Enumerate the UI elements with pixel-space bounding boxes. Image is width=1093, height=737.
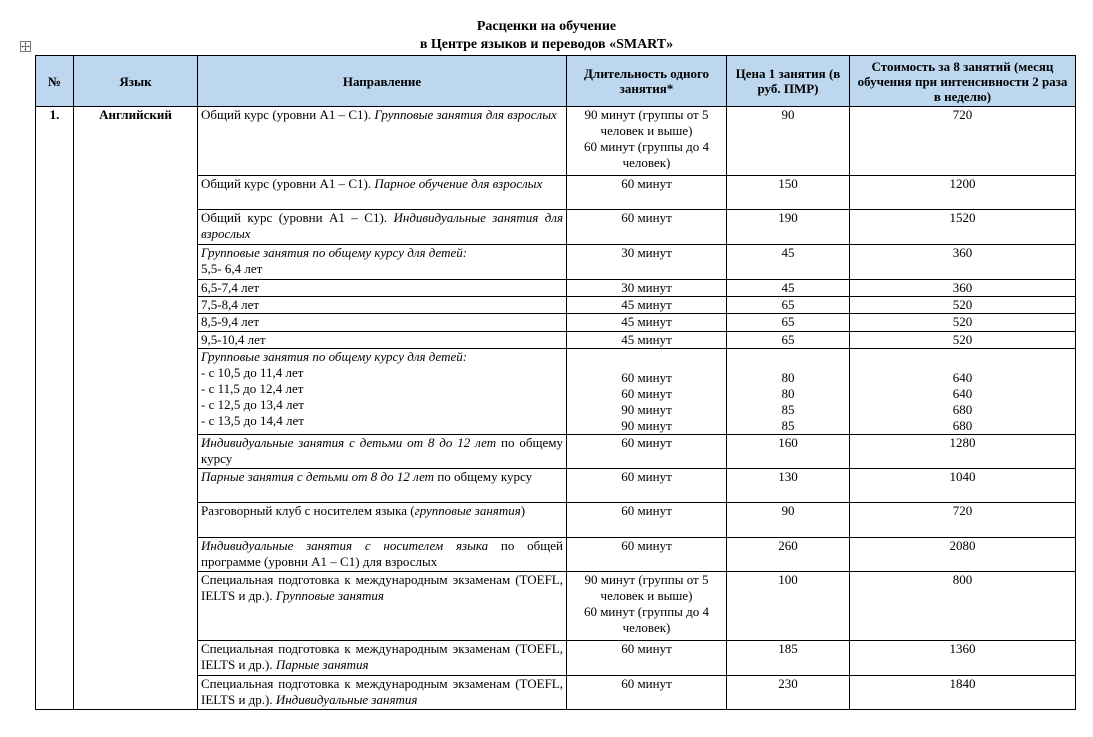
header-price: Цена 1 занятия (в руб. ПМР) [727, 56, 850, 107]
price-cell: 230 [727, 676, 850, 710]
document-title-line-1: Расценки на обучение [476, 19, 617, 34]
price-cell: 45 [727, 280, 850, 297]
direction-cell [198, 435, 567, 469]
direction-italic: Индивидуальные занятия с носителем языка [201, 538, 489, 553]
price-cell: 190 [727, 210, 850, 245]
direction-cell [198, 538, 567, 572]
total-cell: 1520 [850, 210, 1076, 245]
header-duration: Длительность одного занятия* [567, 56, 727, 107]
direction-cell [198, 349, 567, 435]
price-line: 80 [781, 386, 795, 401]
direction-italic: Групповые занятия по общему курсу для детей: [201, 349, 468, 364]
price-cell: 260 [727, 538, 850, 572]
price-cell: 130 [727, 469, 850, 503]
direction-text: Общий курс (уровни А1 – С1). [201, 107, 375, 122]
total-cell: 1280 [850, 435, 1076, 469]
direction-italic: Групповые занятия [275, 588, 384, 603]
duration-cell: 60 минут [567, 176, 727, 210]
direction-italic: Индивидуальные занятия с детьми от 8 до 12 лет [201, 435, 497, 450]
duration-cell: 60 минут [567, 469, 727, 503]
duration-cell: 45 минут [567, 332, 727, 349]
duration-line: 60 минут [621, 370, 672, 385]
total-line: 680 [952, 402, 973, 417]
age-cell: 9,5-10,4 лет [198, 332, 567, 349]
direction-text: Общий курс (уровни А1 – С1). [201, 210, 394, 225]
table-row [36, 107, 1076, 176]
total-cell: 1360 [850, 641, 1076, 676]
duration-cell [567, 572, 727, 641]
language-cell: Английский [74, 107, 198, 710]
table-header-row [36, 56, 1076, 107]
header-direction: Направление [198, 56, 567, 107]
duration-cell: 45 минут [567, 314, 727, 332]
total-cell: 1040 [850, 469, 1076, 503]
total-cell: 360 [850, 245, 1076, 280]
direction-cell [198, 176, 567, 210]
total-cell: 1200 [850, 176, 1076, 210]
total-cell: 2080 [850, 538, 1076, 572]
duration-line: 60 минут [621, 386, 672, 401]
total-cell: 800 [850, 572, 1076, 641]
total-cell: 720 [850, 503, 1076, 538]
duration-line: 90 минут [621, 418, 672, 433]
direction-cell [198, 245, 567, 280]
price-cell: 100 [727, 572, 850, 641]
price-line: 85 [781, 418, 795, 433]
direction-text: Специальная подготовка к международным экзаменам (TOEFL, IELTS и др.). [201, 641, 563, 672]
duration-cell: 30 минут [567, 245, 727, 280]
duration-cell [567, 107, 727, 176]
direction-text: по общему курсу [201, 435, 564, 466]
direction-text: по общему курсу [434, 469, 533, 484]
header-language: Язык [74, 56, 198, 107]
direction-italic: Парные занятия [275, 657, 369, 672]
price-line: 85 [781, 402, 795, 417]
direction-text: Специальная подготовка к международным экзаменам (TOEFL, IELTS и др.). [201, 572, 563, 603]
direction-cell [198, 676, 567, 710]
price-cell: 90 [727, 503, 850, 538]
total-cell: 1840 [850, 676, 1076, 710]
duration-line: 90 минут (группы от 5 человек и выше) [584, 107, 709, 138]
direction-text: Общий курс (уровни А1 – С1). [201, 176, 375, 191]
age-line: - с 11,5 до 12,4 лет [201, 381, 304, 396]
duration-line: 60 минут (группы до 4 человек) [583, 604, 710, 635]
duration-line: 60 минут (группы до 4 человек) [583, 139, 710, 170]
age-line: - с 13,5 до 14,4 лет [201, 413, 304, 428]
age-line: - с 10,5 до 11,4 лет [201, 365, 304, 380]
row-number: 1. [36, 107, 74, 710]
total-line: 640 [952, 386, 973, 401]
duration-cell: 60 минут [567, 538, 727, 572]
duration-line: 90 минут (группы от 5 человек и выше) [584, 572, 709, 603]
header-num: № [36, 56, 74, 107]
direction-cell [198, 572, 567, 641]
document-title-line-2: в Центре языков и переводов «SMART» [419, 37, 674, 52]
direction-text: Разговорный клуб с носителем языка ( [201, 503, 415, 518]
duration-cell: 30 минут [567, 280, 727, 297]
price-cell: 45 [727, 245, 850, 280]
duration-cell: 60 минут [567, 210, 727, 245]
duration-cell: 45 минут [567, 297, 727, 314]
duration-cell: 60 минут [567, 641, 727, 676]
direction-text-end: ) [520, 503, 526, 518]
total-cell: 360 [850, 280, 1076, 297]
price-cell [727, 349, 850, 435]
direction-cell [198, 210, 567, 245]
duration-cell: 60 минут [567, 676, 727, 710]
price-table [35, 55, 1076, 710]
price-cell: 150 [727, 176, 850, 210]
direction-text: 5,5- 6,4 лет [201, 261, 263, 276]
direction-italic: Парные занятия с детьми от 8 до 12 лет [201, 469, 435, 484]
direction-cell [198, 641, 567, 676]
direction-cell [198, 469, 567, 503]
direction-cell [198, 503, 567, 538]
price-line: 80 [781, 370, 795, 385]
move-arrows-icon[interactable] [20, 41, 31, 52]
direction-italic: групповые занятия [414, 503, 521, 518]
age-cell: 7,5-8,4 лет [198, 297, 567, 314]
direction-italic: Парное обучение для взрослых [374, 176, 543, 191]
duration-line: 90 минут [621, 402, 672, 417]
price-cell: 160 [727, 435, 850, 469]
total-cell: 520 [850, 297, 1076, 314]
duration-cell: 60 минут [567, 503, 727, 538]
total-cell: 520 [850, 332, 1076, 349]
total-line: 680 [952, 418, 973, 433]
price-cell: 185 [727, 641, 850, 676]
total-cell: 720 [850, 107, 1076, 176]
total-line: 640 [952, 370, 973, 385]
price-cell: 65 [727, 297, 850, 314]
header-total: Стоимость за 8 занятий (месяц обучения при интенсивности 2 раза в неделю) [850, 56, 1076, 107]
total-cell: 520 [850, 314, 1076, 332]
direction-italic: Индивидуальные занятия [275, 692, 418, 707]
age-cell: 8,5-9,4 лет [198, 314, 567, 332]
direction-italic: Групповые занятия для взрослых [374, 107, 557, 122]
direction-cell [198, 107, 567, 176]
duration-cell: 60 минут [567, 435, 727, 469]
price-cell: 65 [727, 314, 850, 332]
direction-italic: Индивидуальные занятия для взрослых [201, 210, 564, 241]
price-cell: 90 [727, 107, 850, 176]
age-cell: 6,5-7,4 лет [198, 280, 567, 297]
direction-text: по общей программе (уровни А1 – С1) для взрослых [201, 538, 564, 569]
age-line: - с 12,5 до 13,4 лет [201, 397, 304, 412]
direction-text: Специальная подготовка к международным экзаменам (TOEFL, IELTS и др.). [201, 676, 563, 707]
direction-italic: Групповые занятия по общему курсу для детей: [201, 245, 468, 260]
price-cell: 65 [727, 332, 850, 349]
duration-cell [567, 349, 727, 435]
total-cell [850, 349, 1076, 435]
